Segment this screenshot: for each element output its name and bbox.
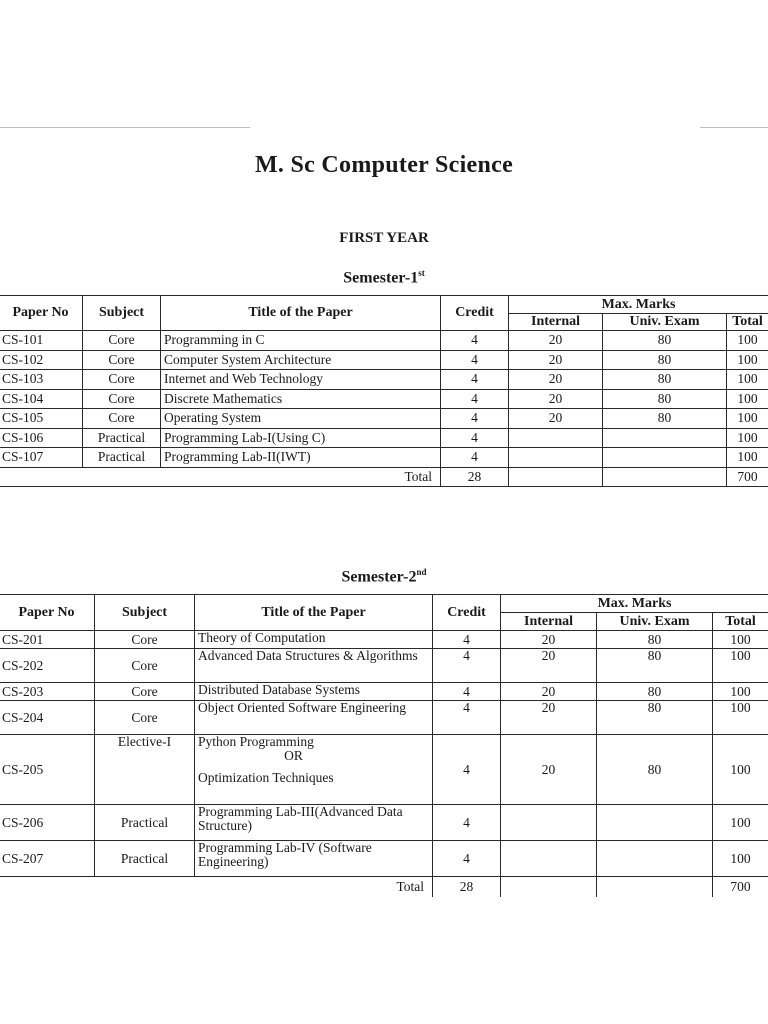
header-title: Title of the Paper [195,595,433,631]
title-cell: Distributed Database Systems [195,683,433,701]
semester-1-heading-text: Semester-1 [343,269,419,287]
semester-2-table [0,594,768,897]
internal-cell: 20 [501,701,597,735]
total-marks: 700 [713,877,768,897]
table-row [0,631,768,649]
internal-cell: 20 [501,649,597,683]
title-cell: Computer System Architecture [161,350,441,370]
total-label: Total [0,467,441,486]
subject-cell: Core [95,701,195,735]
header-internal: Internal [509,314,603,331]
table-row [0,649,768,683]
header-total: Total [727,314,768,331]
total-internal-empty [509,467,603,486]
title-cell: Programming Lab-II(IWT) [161,448,441,468]
paper-no-cell: CS-106 [0,428,83,448]
semester-2-heading-sup: nd [416,567,427,577]
univ-exam-cell [597,841,713,877]
internal-cell: 20 [509,389,603,409]
internal-cell [509,428,603,448]
internal-cell: 20 [509,409,603,429]
title-or: OR [284,748,303,763]
title-cell: Operating System [161,409,441,429]
internal-cell: 20 [501,683,597,701]
paper-no-cell: CS-104 [0,389,83,409]
table-row [0,428,768,448]
total-cell: 100 [727,428,768,448]
title-cell: Programming Lab-III(Advanced Data Structure) [195,805,433,841]
total-cell: 100 [713,841,768,877]
header-total: Total [713,613,768,631]
header-credit: Credit [441,296,509,331]
total-cell: 100 [727,350,768,370]
credit-cell: 4 [441,448,509,468]
subject-cell: Core [95,631,195,649]
total-credit: 28 [441,467,509,486]
internal-cell [501,841,597,877]
paper-no-cell: CS-105 [0,409,83,429]
subject-cell: Core [95,649,195,683]
total-univ-empty [603,467,727,486]
subject-cell: Practical [95,805,195,841]
univ-exam-cell: 80 [597,735,713,805]
header-univ-exam: Univ. Exam [603,314,727,331]
paper-no-cell: CS-103 [0,370,83,390]
subject-cell: Practical [83,428,161,448]
univ-exam-cell: 80 [597,631,713,649]
semester-1-total-row [0,467,768,486]
title-cell: Theory of Computation [195,631,433,649]
total-cell: 100 [713,649,768,683]
table-row [0,683,768,701]
credit-cell: 4 [433,841,501,877]
total-cell: 100 [713,631,768,649]
internal-cell: 20 [509,370,603,390]
credit-cell: 4 [433,631,501,649]
table-row [0,409,768,429]
credit-cell: 4 [433,805,501,841]
semester-1-heading [0,268,768,287]
table-row [0,370,768,390]
paper-no-cell: CS-202 [0,649,95,683]
header-univ-exam: Univ. Exam [597,613,713,631]
semester-1-heading-sup: st [418,268,425,278]
subject-cell: Practical [83,448,161,468]
semester-1-table [0,295,768,487]
univ-exam-cell: 80 [603,350,727,370]
table-row [0,735,768,805]
semester-2-heading-text: Semester-2 [341,568,417,586]
total-cell: 100 [727,409,768,429]
credit-cell: 4 [441,370,509,390]
title-cell: Advanced Data Structures & Algorithms [195,649,433,683]
table-row [0,389,768,409]
title-cell: Programming Lab-I(Using C) [161,428,441,448]
header-internal: Internal [501,613,597,631]
total-cell: 100 [713,805,768,841]
univ-exam-cell: 80 [603,331,727,351]
subject-cell: Core [83,409,161,429]
paper-no-cell: CS-206 [0,805,95,841]
header-max-marks: Max. Marks [501,595,768,613]
paper-no-cell: CS-205 [0,735,95,805]
total-credit: 28 [433,877,501,897]
paper-no-cell: CS-101 [0,331,83,351]
title-option-a: Python Programming [198,734,314,749]
document-title: M. Sc Computer Science [254,152,514,178]
total-cell: 100 [713,683,768,701]
semester-2-total-row [0,877,768,897]
paper-no-cell: CS-204 [0,701,95,735]
title-cell [195,735,433,805]
paper-no-cell: CS-102 [0,350,83,370]
total-label: Total [0,877,433,897]
credit-cell: 4 [433,683,501,701]
total-cell: 100 [727,448,768,468]
header-paper-no: Paper No [0,595,95,631]
header-credit: Credit [433,595,501,631]
credit-cell: 4 [433,735,501,805]
credit-cell: 4 [441,409,509,429]
subject-cell: Core [95,683,195,701]
credit-cell: 4 [441,428,509,448]
title-cell: Programming in C [161,331,441,351]
header-max-marks: Max. Marks [509,296,768,314]
table-row [0,841,768,877]
total-marks: 700 [727,467,768,486]
univ-exam-cell [603,448,727,468]
total-cell: 100 [727,331,768,351]
internal-cell [509,448,603,468]
table-row [0,350,768,370]
univ-exam-cell: 80 [597,701,713,735]
title-cell: Internet and Web Technology [161,370,441,390]
univ-exam-cell [597,805,713,841]
subject-cell: Elective-I [95,735,195,805]
paper-no-cell: CS-207 [0,841,95,877]
table-row [0,448,768,468]
credit-cell: 4 [433,701,501,735]
credit-cell: 4 [441,331,509,351]
table-row [0,805,768,841]
paper-no-cell: CS-201 [0,631,95,649]
subject-cell: Practical [95,841,195,877]
table-row [0,331,768,351]
credit-cell: 4 [433,649,501,683]
semester-2-heading [0,567,768,586]
total-cell: 100 [727,370,768,390]
title-cell: Programming Lab-IV (Software Engineering) [195,841,433,877]
internal-cell: 20 [501,631,597,649]
credit-cell: 4 [441,350,509,370]
paper-no-cell: CS-203 [0,683,95,701]
total-univ-empty [597,877,713,897]
header-paper-no: Paper No [0,296,83,331]
internal-cell: 20 [509,331,603,351]
page-top-rule-right [700,127,768,128]
univ-exam-cell: 80 [597,683,713,701]
internal-cell: 20 [509,350,603,370]
header-title: Title of the Paper [161,296,441,331]
header-subject: Subject [95,595,195,631]
subject-cell: Core [83,370,161,390]
total-internal-empty [501,877,597,897]
table-row [0,701,768,735]
header-subject: Subject [83,296,161,331]
internal-cell [501,805,597,841]
univ-exam-cell: 80 [603,370,727,390]
title-cell: Discrete Mathematics [161,389,441,409]
subject-cell: Core [83,331,161,351]
univ-exam-cell: 80 [603,409,727,429]
title-cell: Object Oriented Software Engineering [195,701,433,735]
page-top-rule [0,127,250,128]
internal-cell: 20 [501,735,597,805]
subject-cell: Core [83,350,161,370]
total-cell: 100 [727,389,768,409]
total-cell: 100 [713,701,768,735]
total-cell: 100 [713,735,768,805]
univ-exam-cell: 80 [597,649,713,683]
subject-cell: Core [83,389,161,409]
univ-exam-cell [603,428,727,448]
year-heading: FIRST YEAR [339,230,429,246]
credit-cell: 4 [441,389,509,409]
univ-exam-cell: 80 [603,389,727,409]
title-option-b: Optimization Techniques [198,770,334,785]
paper-no-cell: CS-107 [0,448,83,468]
